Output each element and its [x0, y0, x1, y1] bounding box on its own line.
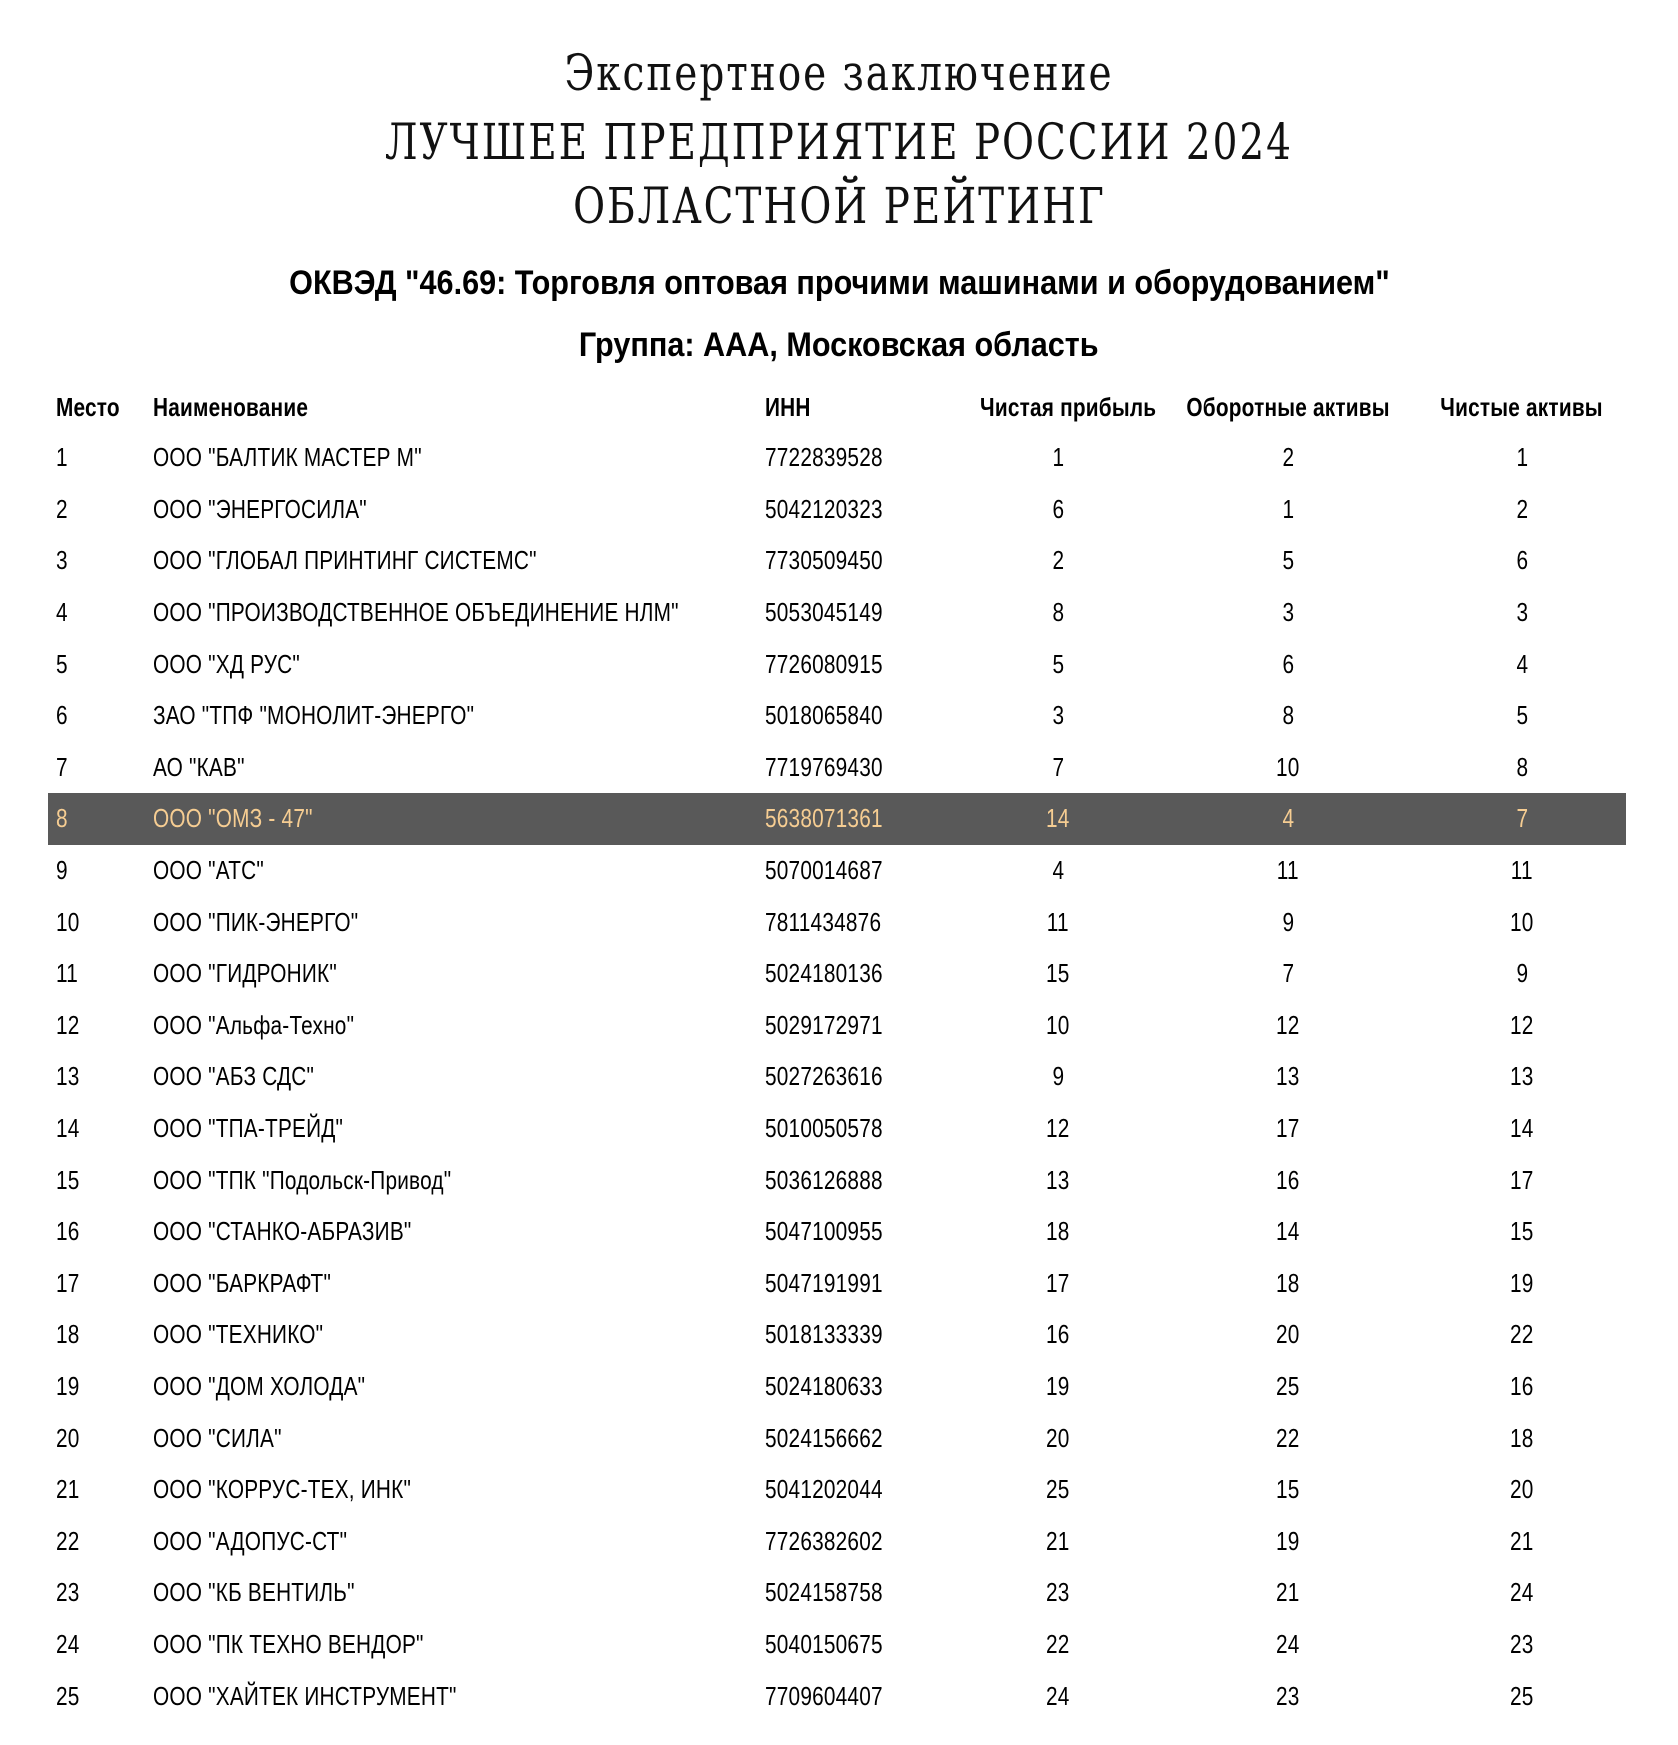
cell-net-assets: 12 [1510, 1009, 1534, 1040]
cell-current-assets: 23 [1276, 1680, 1300, 1711]
cell-place: 22 [56, 1525, 80, 1556]
cell-inn: 5029172971 [765, 1009, 883, 1040]
cell-net-profit: 12 [1046, 1113, 1070, 1144]
cell-place: 8 [56, 803, 68, 834]
cell-net-assets: 6 [1516, 545, 1528, 576]
cell-company-name: ООО "ГЛОБАЛ ПРИНТИНГ СИСТЕМС" [153, 545, 537, 576]
cell-company-name: ООО "БАЛТИК МАСТЕР М" [153, 442, 422, 473]
cell-current-assets: 11 [1276, 855, 1299, 886]
cell-company-name: ООО "ТПА-ТРЕЙД" [153, 1113, 344, 1144]
cell-company-name: ООО "Альфа-Техно" [153, 1009, 355, 1040]
cell-inn: 7811434876 [765, 906, 882, 937]
cell-inn: 5024158758 [765, 1577, 883, 1608]
cell-net-assets: 20 [1510, 1474, 1534, 1505]
cell-net-assets: 22 [1510, 1319, 1534, 1350]
table-row [48, 1051, 1626, 1103]
cell-inn: 5070014687 [765, 855, 883, 886]
cell-current-assets: 15 [1276, 1474, 1300, 1505]
table-row [48, 948, 1626, 1000]
cell-place: 18 [56, 1319, 80, 1350]
table-row [48, 1000, 1626, 1052]
cell-net-profit: 24 [1046, 1680, 1070, 1711]
cell-place: 9 [56, 855, 68, 886]
page-title [0, 36, 1678, 110]
table-row [48, 1309, 1626, 1361]
cell-company-name: ООО "АТС" [153, 855, 264, 886]
cell-current-assets: 20 [1276, 1319, 1300, 1350]
table-row [48, 845, 1626, 897]
table-row [48, 1567, 1626, 1619]
table-row [48, 1464, 1626, 1516]
cell-current-assets: 22 [1276, 1422, 1300, 1453]
cell-net-profit: 19 [1046, 1370, 1070, 1401]
cell-net-profit: 14 [1046, 803, 1070, 834]
cell-inn: 5047191991 [765, 1267, 883, 1298]
cell-inn: 5024156662 [765, 1422, 883, 1453]
cell-net-profit: 8 [1052, 597, 1064, 628]
cell-inn: 5018065840 [765, 700, 883, 731]
cell-net-profit: 23 [1046, 1577, 1070, 1608]
cell-place: 17 [56, 1267, 80, 1298]
cell-net-assets: 14 [1510, 1113, 1534, 1144]
cell-place: 24 [56, 1628, 80, 1659]
okved-line-text: ОКВЭД "46.69: Торговля оптовая прочими машинами и оборудованием" [288, 264, 1390, 302]
cell-place: 15 [56, 1164, 80, 1195]
cell-net-assets: 1 [1516, 442, 1528, 473]
table-row [48, 535, 1626, 587]
cell-place: 25 [56, 1680, 80, 1711]
cell-inn: 5024180136 [765, 958, 883, 989]
cell-inn: 5036126888 [765, 1164, 883, 1195]
table-row [48, 1361, 1626, 1413]
cell-net-assets: 7 [1516, 803, 1528, 834]
cell-place: 14 [56, 1113, 80, 1144]
table-row [48, 484, 1626, 536]
cell-net-profit: 22 [1046, 1628, 1070, 1659]
cell-net-assets: 18 [1510, 1422, 1534, 1453]
cell-company-name: ООО "ТПК "Подольск-Привод" [153, 1164, 452, 1195]
table-row [48, 638, 1626, 690]
table-row [48, 1412, 1626, 1464]
report-header [0, 0, 1678, 376]
cell-net-profit: 11 [1046, 906, 1069, 937]
cell-current-assets: 17 [1276, 1113, 1300, 1144]
page-subtitle-rating-type-text: ОБЛАСТНОЙ РЕЙТИНГ [572, 177, 1106, 235]
group-region-line-text: Группа: ААА, Московская область [579, 326, 1099, 364]
column-header-name: Наименование [153, 391, 309, 422]
cell-inn: 7719769430 [765, 751, 883, 782]
cell-company-name: ООО "ПРОИЗВОДСТВЕННОЕ ОБЪЕДИНЕНИЕ НЛМ" [153, 597, 679, 628]
cell-net-assets: 5 [1516, 700, 1528, 731]
table-row [48, 432, 1626, 484]
cell-current-assets: 7 [1282, 958, 1294, 989]
cell-company-name: ООО "КБ ВЕНТИЛЬ" [153, 1577, 355, 1608]
cell-net-assets: 25 [1510, 1680, 1534, 1711]
cell-current-assets: 12 [1276, 1009, 1300, 1040]
cell-place: 13 [56, 1061, 80, 1092]
cell-company-name: ООО "ОМЗ - 47" [153, 803, 313, 834]
page-subtitle-rating-name-text: ЛУЧШЕЕ ПРЕДПРИЯТИЕ РОССИИ 2024 [385, 113, 1293, 171]
table-row [48, 1619, 1626, 1671]
table-row [48, 742, 1626, 794]
cell-current-assets: 8 [1282, 700, 1294, 731]
cell-current-assets: 18 [1276, 1267, 1300, 1298]
column-header-current-assets: Оборотные активы [1186, 391, 1390, 422]
cell-net-assets: 2 [1516, 493, 1528, 524]
cell-current-assets: 1 [1282, 493, 1294, 524]
cell-current-assets: 21 [1276, 1577, 1300, 1608]
cell-company-name: ООО "ХАЙТЕК ИНСТРУМЕНТ" [153, 1680, 457, 1711]
table-row-highlighted [48, 793, 1626, 845]
table-row [48, 896, 1626, 948]
cell-place: 4 [56, 597, 68, 628]
cell-company-name: ЗАО "ТПФ "МОНОЛИТ-ЭНЕРГО" [153, 700, 475, 731]
table-row [48, 1103, 1626, 1155]
table-row [48, 1670, 1626, 1722]
cell-place: 1 [56, 442, 68, 473]
cell-current-assets: 16 [1276, 1164, 1300, 1195]
cell-net-profit: 13 [1046, 1164, 1070, 1195]
table-row [48, 587, 1626, 639]
cell-inn: 7730509450 [765, 545, 883, 576]
cell-company-name: ООО "КОРРУС-ТЕХ, ИНК" [153, 1474, 412, 1505]
cell-net-assets: 17 [1510, 1164, 1534, 1195]
cell-net-assets: 13 [1510, 1061, 1534, 1092]
cell-place: 7 [56, 751, 68, 782]
cell-place: 19 [56, 1370, 80, 1401]
cell-company-name: ООО "ХД РУС" [153, 648, 300, 679]
cell-net-profit: 21 [1046, 1525, 1070, 1556]
table-header-row [48, 382, 1626, 432]
table-row [48, 690, 1626, 742]
group-region-line [0, 314, 1678, 376]
cell-net-profit: 2 [1052, 545, 1064, 576]
cell-inn: 5053045149 [765, 597, 883, 628]
cell-company-name: ООО "АБЗ СДС" [153, 1061, 315, 1092]
cell-net-assets: 10 [1510, 906, 1534, 937]
cell-inn: 7726382602 [765, 1525, 883, 1556]
cell-company-name: ООО "БАРКРАФТ" [153, 1267, 332, 1298]
cell-current-assets: 19 [1276, 1525, 1300, 1556]
cell-current-assets: 13 [1276, 1061, 1300, 1092]
okved-line [0, 252, 1678, 314]
rating-table [0, 382, 1678, 1722]
cell-net-profit: 7 [1052, 751, 1064, 782]
cell-net-assets: 16 [1510, 1370, 1534, 1401]
cell-net-profit: 10 [1046, 1009, 1070, 1040]
cell-net-profit: 17 [1046, 1267, 1070, 1298]
cell-current-assets: 9 [1282, 906, 1294, 937]
cell-place: 5 [56, 648, 68, 679]
cell-inn: 5040150675 [765, 1628, 883, 1659]
cell-net-profit: 16 [1046, 1319, 1070, 1350]
cell-net-assets: 24 [1510, 1577, 1534, 1608]
cell-inn: 5042120323 [765, 493, 883, 524]
cell-current-assets: 6 [1282, 648, 1294, 679]
table-row [48, 1206, 1626, 1258]
cell-current-assets: 14 [1276, 1216, 1300, 1247]
cell-place: 6 [56, 700, 68, 731]
cell-company-name: АО "КАВ" [153, 751, 245, 782]
column-header-net-profit: Чистая прибыль [980, 391, 1157, 422]
cell-net-assets: 21 [1510, 1525, 1534, 1556]
cell-inn: 5047100955 [765, 1216, 883, 1247]
cell-net-profit: 18 [1046, 1216, 1070, 1247]
cell-inn: 5638071361 [765, 803, 883, 834]
cell-net-profit: 5 [1052, 648, 1064, 679]
cell-net-assets: 15 [1510, 1216, 1534, 1247]
cell-place: 20 [56, 1422, 80, 1453]
cell-net-profit: 20 [1046, 1422, 1070, 1453]
cell-place: 12 [56, 1009, 80, 1040]
page-subtitle-rating-type [0, 174, 1678, 238]
cell-place: 2 [56, 493, 68, 524]
cell-net-assets: 9 [1516, 958, 1528, 989]
cell-current-assets: 3 [1282, 597, 1294, 628]
cell-inn: 5010050578 [765, 1113, 883, 1144]
cell-net-assets: 3 [1516, 597, 1528, 628]
cell-net-profit: 3 [1052, 700, 1064, 731]
cell-place: 11 [56, 958, 79, 989]
cell-inn: 5027263616 [765, 1061, 883, 1092]
column-header-inn: ИНН [765, 391, 811, 422]
cell-company-name: ООО "ПИК-ЭНЕРГО" [153, 906, 359, 937]
cell-current-assets: 24 [1276, 1628, 1300, 1659]
cell-inn: 7726080915 [765, 648, 883, 679]
cell-place: 10 [56, 906, 80, 937]
cell-place: 23 [56, 1577, 80, 1608]
cell-current-assets: 25 [1276, 1370, 1300, 1401]
cell-net-profit: 15 [1046, 958, 1070, 989]
cell-company-name: ООО "ДОМ ХОЛОДА" [153, 1370, 366, 1401]
cell-net-profit: 9 [1052, 1061, 1064, 1092]
cell-net-profit: 6 [1052, 493, 1064, 524]
cell-company-name: ООО "ГИДРОНИК" [153, 958, 337, 989]
cell-inn: 7709604407 [765, 1680, 883, 1711]
cell-place: 3 [56, 545, 68, 576]
cell-company-name: ООО "СТАНКО-АБРАЗИВ" [153, 1216, 412, 1247]
cell-current-assets: 2 [1282, 442, 1294, 473]
table-row [48, 1515, 1626, 1567]
cell-net-profit: 1 [1052, 442, 1064, 473]
cell-company-name: ООО "ЭНЕРГОСИЛА" [153, 493, 367, 524]
cell-place: 21 [56, 1474, 80, 1505]
cell-current-assets: 10 [1276, 751, 1300, 782]
cell-inn: 5018133339 [765, 1319, 883, 1350]
cell-current-assets: 4 [1282, 803, 1294, 834]
cell-net-assets: 11 [1510, 855, 1533, 886]
cell-company-name: ООО "СИЛА" [153, 1422, 282, 1453]
table-row [48, 1154, 1626, 1206]
cell-net-profit: 25 [1046, 1474, 1070, 1505]
page-subtitle-rating-name [0, 110, 1678, 174]
page-title-text: Экспертное заключение [564, 44, 1114, 102]
cell-company-name: ООО "ТЕХНИКО" [153, 1319, 324, 1350]
cell-net-assets: 8 [1516, 751, 1528, 782]
column-header-net-assets: Чистые активы [1440, 391, 1604, 422]
cell-inn: 5024180633 [765, 1370, 883, 1401]
cell-inn: 7722839528 [765, 442, 883, 473]
cell-place: 16 [56, 1216, 80, 1247]
cell-net-assets: 19 [1510, 1267, 1534, 1298]
table-row [48, 1258, 1626, 1310]
cell-inn: 5041202044 [765, 1474, 883, 1505]
cell-company-name: ООО "ПК ТЕХНО ВЕНДОР" [153, 1628, 424, 1659]
table-body [48, 432, 1626, 1722]
cell-current-assets: 5 [1282, 545, 1294, 576]
cell-net-assets: 4 [1516, 648, 1528, 679]
cell-net-assets: 23 [1510, 1628, 1534, 1659]
column-header-place: Место [56, 391, 120, 422]
cell-net-profit: 4 [1052, 855, 1064, 886]
cell-company-name: ООО "АДОПУС-СТ" [153, 1525, 348, 1556]
